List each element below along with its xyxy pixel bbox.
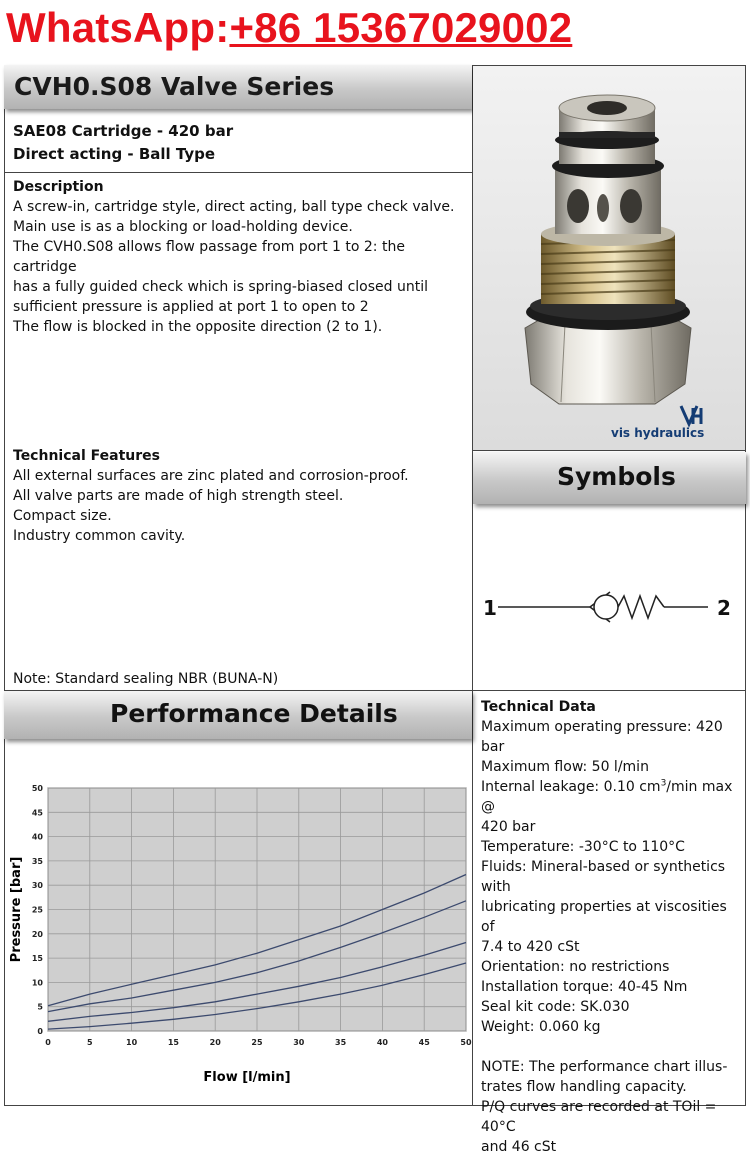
technical-data-section (481, 697, 743, 1157)
description-line: Main use is as a blocking or load-holding device. (13, 219, 353, 235)
subtitle-type: Direct acting - Ball Type (13, 145, 216, 163)
y-axis-label: Pressure [bar] (9, 856, 24, 963)
feature-line: Compact size. (13, 508, 112, 524)
description-line: The flow is blocked in the opposite direction (2 to 1). (13, 319, 383, 335)
spec-orientation: Orientation: no restrictions (481, 959, 670, 975)
port-2-label: 2 (717, 596, 731, 620)
whatsapp-contact (6, 4, 572, 52)
feature-line: All valve parts are made of high strength steel. (13, 488, 344, 504)
performance-chart (4, 770, 472, 1100)
photo-divider (473, 450, 746, 451)
spec-fluids-cont: with (481, 879, 511, 895)
x-tick-label: 5 (87, 1038, 93, 1047)
description-line: sufficient pressure is applied at port 1 to open to 2 (13, 299, 369, 315)
check-valve-symbol (498, 588, 712, 628)
description-heading: Description (13, 179, 104, 195)
spec-leakage-prefix: Internal leakage: 0.10 cm (481, 779, 661, 795)
x-tick-label: 15 (167, 1038, 179, 1047)
features-section (13, 446, 468, 546)
y-tick-label: 40 (31, 832, 43, 842)
spec-fluids-cont: 7.4 to 420 cSt (481, 939, 580, 955)
spec-max-flow: Maximum flow: 50 l/min (481, 759, 649, 775)
y-tick-label: 10 (31, 978, 43, 988)
x-tick-label: 0 (45, 1038, 51, 1047)
x-axis-label: Flow [l/min] (203, 1070, 291, 1085)
spec-weight: Weight: 0.060 kg (481, 1019, 601, 1035)
subtitle-cartridge: SAE08 Cartridge - 420 bar (13, 122, 234, 140)
chart-note: NOTE: The performance chart illus- (481, 1059, 728, 1075)
performance-heading: Performance Details (110, 699, 398, 728)
x-tick-label: 40 (376, 1038, 388, 1047)
spec-leakage-suffix: /min max @ (481, 779, 733, 815)
whatsapp-number-link[interactable]: +86 15367029002 (229, 4, 573, 51)
sealing-note: Note: Standard sealing NBR (BUNA-N) (13, 671, 279, 687)
x-tick-label: 10 (126, 1038, 138, 1047)
spec-temperature: Temperature: -30°C to 110°C (481, 839, 685, 855)
spec-leakage (481, 777, 743, 817)
y-tick-label: 25 (31, 905, 43, 915)
whatsapp-label: WhatsApp: (6, 4, 230, 51)
product-subtitle (13, 120, 233, 166)
features-heading: Technical Features (13, 448, 160, 464)
spec-fluids: Fluids: Mineral-based or synthetics (481, 859, 726, 875)
symbols-heading: Symbols (557, 462, 676, 491)
y-tick-label: 20 (31, 929, 43, 939)
x-tick-label: 45 (418, 1038, 430, 1047)
chart-note: P/Q curves are recorded at TOil = 40°C (481, 1099, 717, 1135)
page-title: CVH0.S08 Valve Series (14, 72, 335, 101)
description-section (13, 177, 468, 337)
y-tick-label: 30 (31, 881, 43, 891)
description-line: has a fully guided check which is spring-biased closed until (13, 279, 428, 295)
spec-fluids-cont: lubricating properties at viscosities of (481, 899, 727, 935)
y-tick-label: 50 (31, 784, 43, 793)
performance-band (4, 691, 472, 739)
technical-data-heading: Technical Data (481, 699, 596, 715)
symbols-band (473, 452, 746, 504)
product-photo (473, 66, 745, 450)
chart-note: trates flow handling capacity. (481, 1079, 687, 1095)
y-tick-label: 35 (31, 856, 43, 866)
brand-logo-text: vis hydraulics (611, 426, 705, 440)
spec-torque: Installation torque: 40-45 Nm (481, 979, 688, 995)
y-tick-label: 0 (37, 1027, 43, 1036)
chart-note: and 46 cSt (481, 1139, 557, 1155)
spec-leakage-pressure: 420 bar (481, 819, 536, 835)
section-divider (4, 172, 472, 173)
valve-cartridge-illustration (473, 66, 745, 450)
spec-max-pressure: Maximum operating pressure: 420 bar (481, 719, 723, 755)
feature-line: Industry common cavity. (13, 528, 186, 544)
x-tick-label: 30 (293, 1038, 305, 1047)
y-tick-label: 15 (31, 954, 43, 964)
spec-seal-kit: Seal kit code: SK.030 (481, 999, 630, 1015)
y-tick-label: 5 (37, 1002, 43, 1012)
title-band (4, 65, 472, 109)
description-line: A screw-in, cartridge style, direct acting, ball type check valve. (13, 199, 455, 215)
feature-line: All external surfaces are zinc plated and corrosion-proof. (13, 468, 409, 484)
x-tick-label: 25 (251, 1038, 263, 1047)
spec-leakage-sup: 3 (660, 778, 667, 789)
port-1-label: 1 (483, 596, 497, 620)
x-tick-label: 20 (209, 1038, 221, 1047)
y-tick-label: 45 (31, 808, 43, 818)
x-tick-label: 35 (335, 1038, 347, 1047)
description-line: The CVH0.S08 allows flow passage from port 1 to 2: the cartridge (13, 239, 405, 275)
x-tick-label: 50 (460, 1038, 472, 1047)
